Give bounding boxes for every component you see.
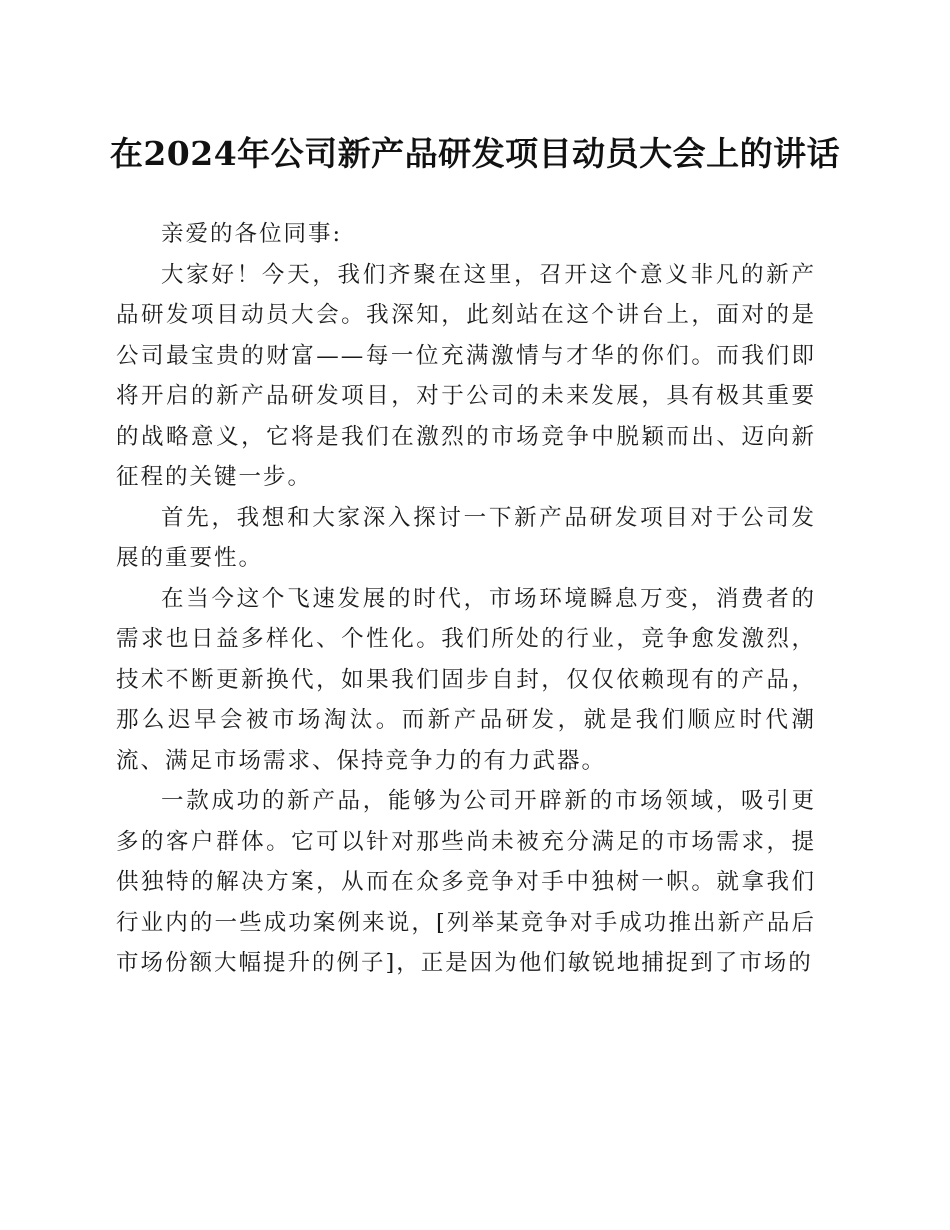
paragraph: 在当今这个飞速发展的时代，市场环境瞬息万变，消费者的需求也日益多样化、个性化。我们所处的行业，竞争愈发激烈，技术不断更新换代，如果我们固步自封，仅仅依赖现有的产品，那么迟早会被市场淘汰。而新产品研发，就是我们顺应时代潮流、满足市场需求、保持竞争力的有力武器。 [116, 585, 816, 774]
paragraph: 一款成功的新产品，能够为公司开辟新的市场领域，吸引更多的客户群体。它可以针对那些尚未被充分满足的市场需求，提供独特的解决方案，从而在众多竞争对手中独树一帜。就拿我们行业内的一些成功案例来说，[列举某竞争对手成功推出新产品后市场份额大幅提升的例子]，正是因为他们敏锐地捕捉到了市场的 [116, 788, 816, 976]
document-body [116, 214, 816, 984]
paragraph-salutation: 亲爱的各位同事: [161, 221, 343, 247]
paragraph: 大家好！今天，我们齐聚在这里，召开这个意义非凡的新产品研发项目动员大会。我深知，此刻站在这个讲台上，面对的是公司最宝贵的财富——每一位充满激情与才华的你们。而我们即将开启的新产品研发项目，对于公司的未来发展，具有极其重要的战略意义，它将是我们在激烈的市场竞争中脱颖而出、迈向新征程的关键一步。 [116, 261, 816, 490]
document-title: 在2024年公司新产品研发项目动员大会上的讲话 [109, 134, 841, 173]
paragraph: 首先，我想和大家深入探讨一下新产品研发项目对于公司发展的重要性。 [116, 504, 816, 571]
